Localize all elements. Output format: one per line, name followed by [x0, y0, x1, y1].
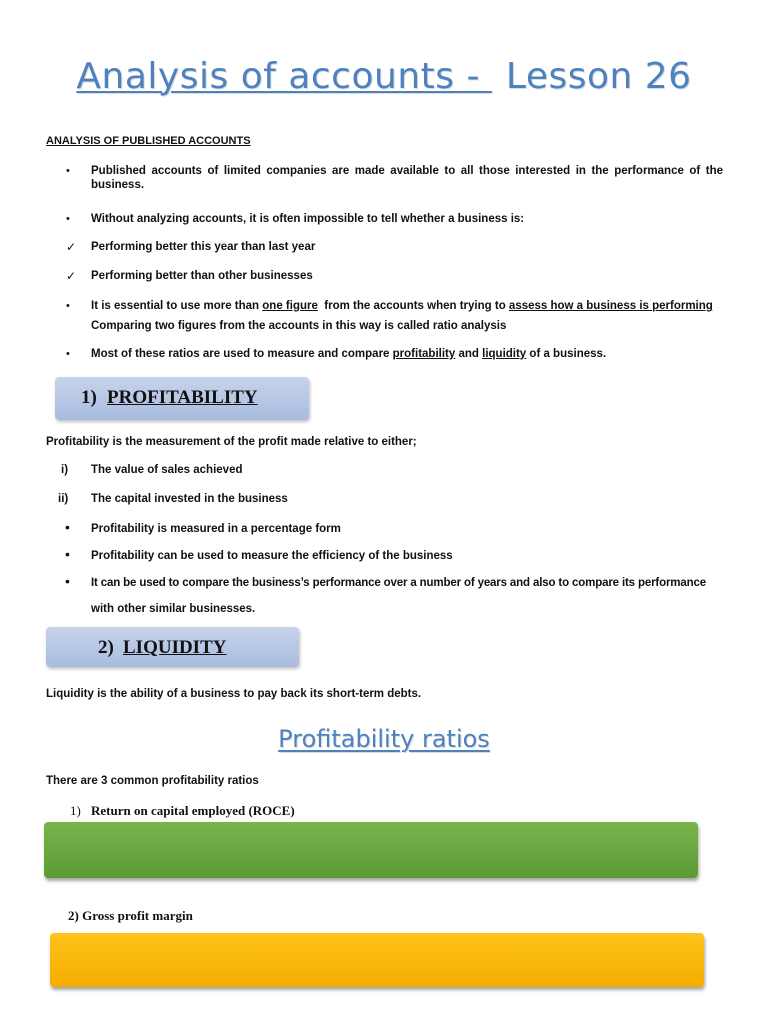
- page-title: [0, 56, 768, 97]
- bullet-marker: •: [65, 546, 70, 562]
- ratio-text-pre: It is essential to use more than: [91, 300, 263, 312]
- liquidity-term: liquidity: [482, 348, 527, 360]
- measure-text-pre: Most of these ratios are used to measure and compare: [91, 348, 393, 360]
- list-marker: ii): [58, 493, 69, 505]
- check-icon: ✓: [66, 240, 77, 254]
- one-figure-link: one figure: [262, 300, 318, 312]
- profitability-heading: [55, 377, 309, 420]
- profitability-definition: Profitability is the measurement of the profit made relative to either;: [46, 436, 417, 448]
- gross-profit-formula-box: [50, 933, 704, 987]
- profitability-item-1: The value of sales achieved: [91, 464, 243, 476]
- measure-bullet: [91, 347, 606, 361]
- profitability-bullet-3: It can be used to compare the business’s performance over a number of years and also to compare its performance: [91, 577, 706, 589]
- bullet-marker: •: [66, 348, 70, 360]
- measure-text-mid: and: [455, 348, 483, 360]
- bullet-marker: •: [65, 573, 70, 589]
- intro-item-3: Performing better this year than last year: [91, 241, 316, 253]
- assess-link: assess how a business is performing: [508, 300, 713, 312]
- title-dash: -: [466, 56, 492, 97]
- liquidity-label: LIQUIDITY: [123, 637, 227, 658]
- measure-text-post: of a business.: [526, 348, 607, 360]
- title-lesson: Lesson 26: [505, 56, 692, 97]
- list-marker: i): [61, 464, 69, 476]
- ratio-bullet-line2: Comparing two figures from the accounts in this way is called ratio analysis: [91, 320, 507, 332]
- bullet-marker: •: [66, 165, 70, 177]
- profitability-label: PROFITABILITY: [107, 387, 258, 408]
- roce-formula-box: [44, 822, 698, 878]
- intro-item-2: Without analyzing accounts, it is often impossible to tell whether a business is:: [91, 213, 525, 225]
- title-main: Analysis of accounts: [76, 56, 467, 97]
- ratio-text-mid: from the accounts when trying to: [317, 300, 509, 312]
- ratio-bullet-line1: [91, 299, 713, 313]
- section-heading: ANALYSIS OF PUBLISHED ACCOUNTS: [46, 135, 251, 147]
- bullet-marker: •: [66, 213, 70, 225]
- check-icon: ✓: [66, 269, 77, 283]
- liquidity-definition: Liquidity is the ability of a business to pay back its short-term debts.: [46, 688, 422, 700]
- bullet-marker: •: [65, 519, 70, 535]
- intro-item-1: Published accounts of limited companies are made available to all those interested in the performance of the business.: [91, 165, 723, 191]
- profitability-item-2: The capital invested in the business: [91, 493, 288, 505]
- profitability-bullet-3-cont: with other similar businesses.: [91, 603, 256, 615]
- profitability-ratios-title: Profitability ratios: [278, 725, 490, 753]
- ratios-intro: There are 3 common profitability ratios: [46, 775, 259, 787]
- roce-label: Return on capital employed (ROCE): [91, 803, 295, 818]
- gross-profit-margin-label: 2) Gross profit margin: [68, 908, 193, 923]
- intro-item-4: Performing better than other businesses: [91, 270, 313, 282]
- profitability-term: profitability: [392, 348, 456, 360]
- profitability-bullet-1: Profitability is measured in a percentage form: [91, 523, 341, 535]
- roce-number: 1): [70, 803, 81, 818]
- liquidity-number: 2): [98, 637, 114, 658]
- bullet-marker: •: [66, 300, 70, 312]
- profitability-number: 1): [81, 387, 97, 408]
- liquidity-heading: [46, 627, 299, 667]
- profitability-bullet-2: Profitability can be used to measure the efficiency of the business: [91, 550, 453, 562]
